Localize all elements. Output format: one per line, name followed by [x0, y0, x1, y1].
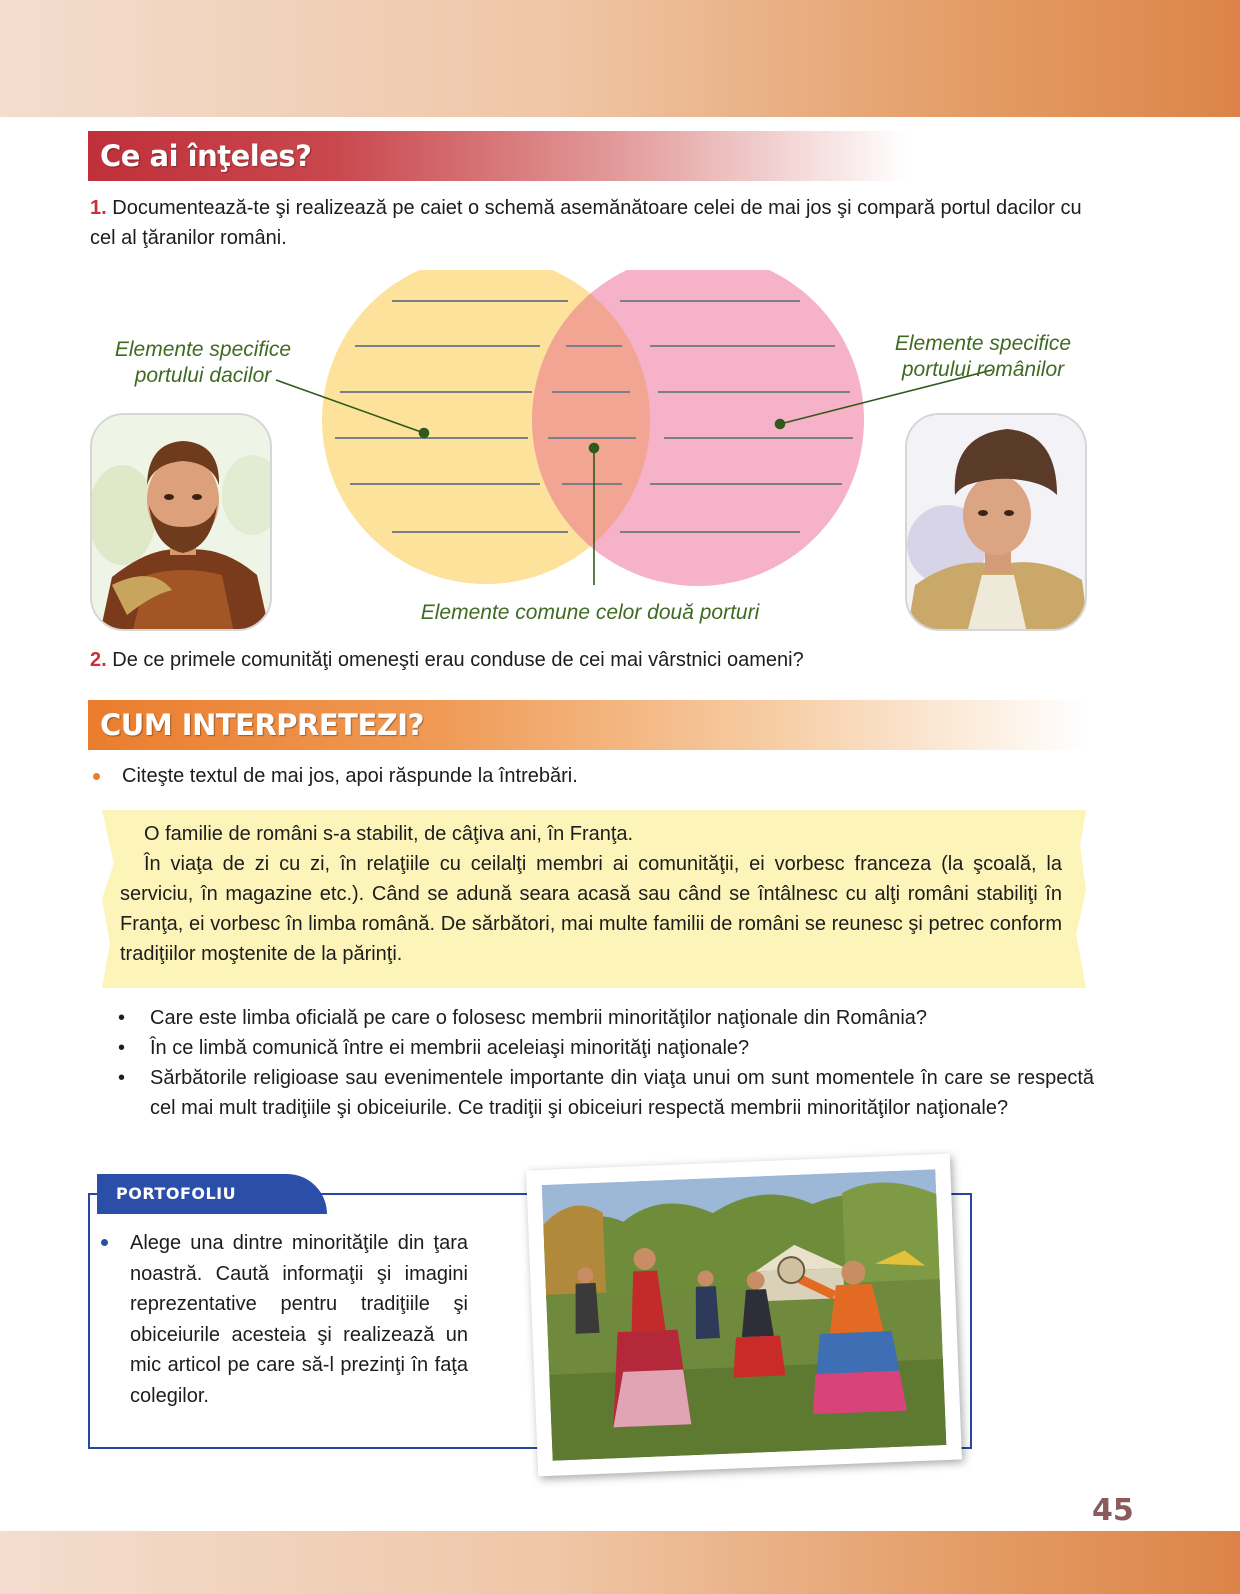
section-header-understand: Ce ai înţeles? [88, 131, 908, 181]
reading-text [120, 819, 1062, 969]
task-1 [90, 193, 1100, 253]
portfolio-bullet [101, 1239, 108, 1246]
question-list [118, 1003, 1094, 1123]
task-1-number: 1. [90, 197, 107, 219]
task-2 [90, 645, 1100, 675]
reading-paragraph: O familie de români s-a stabilit, de câţiva ani, în Franţa. [144, 823, 634, 845]
instruction-bullet [93, 773, 100, 780]
romanian-peasant-portrait [905, 413, 1087, 631]
bottom-decorative-band [0, 1531, 1240, 1594]
interpret-instruction: Citeşte textul de mai jos, apoi răspunde la întrebări. [122, 765, 578, 787]
task-1-text: Documentează-te şi realizează pe caiet o schemă asemănătoare celei de mai jos şi compară portul dacilor cu cel al ţăranilor români. [90, 197, 1082, 249]
folk-dance-photo-frame [526, 1154, 962, 1477]
question-item: • Care este limba oficială pe care o folosesc membrii minorităţilor naţionale din România? [118, 1003, 1094, 1033]
venn-bottom-label: Elemente comune celor două porturi [420, 601, 760, 624]
task-2-number: 2. [90, 649, 107, 671]
portfolio-text: Alege una dintre minorităţile din ţara noastră. Caută informaţii şi imagini reprezentative pentru tradiţiile şi obiceiurile acesteia şi realizează un mic articol pe care să-l prezinţi în faţa colegilor. [130, 1232, 468, 1407]
dacian-icon [92, 415, 272, 631]
question-item: • Sărbătorile religioase sau evenimentele importante din viaţa unui om sunt momentele în care se respectă cel mai mult tradiţiile şi obiceiurile. Ce tradiţii şi obiceiuri respectă membrii minorităţilor naţionale? [118, 1063, 1094, 1123]
page-number: 45 [1092, 1493, 1134, 1528]
folk-dance-photo [542, 1169, 947, 1461]
section-header-interpret: CUM INTERPRETEZI? [88, 700, 1088, 750]
venn-left-label: Elemente specifice portului dacilor [114, 338, 292, 387]
question-item: • În ce limbă comunică între ei membrii aceleiaşi minorităţi naţionale? [118, 1033, 1094, 1063]
task-2-text: De ce primele comunităţi omeneşti erau conduse de cei mai vârstnici oameni? [112, 649, 804, 671]
reading-paragraph: În viaţa de zi cu zi, în relaţiile cu ceilalţi membri ai comunităţii, ei vorbesc franceza (la şcoală, la serviciu, în magazine etc.). Când se adună seara acasă sau când se întâlnesc cu alţi români stabiliţi în Franţa, ei vorbesc în limba română. De sărbători, mai multe familii de români se reunesc şi petrec conform tradiţiilor moştenite de la părinţi. [120, 853, 1062, 965]
peasant-icon [907, 415, 1087, 631]
venn-right-label: Elemente specifice portului românilor [894, 332, 1072, 381]
top-decorative-band [0, 0, 1240, 117]
dacian-portrait [90, 413, 272, 631]
portfolio-tab: PORTOFOLIU [97, 1174, 327, 1214]
